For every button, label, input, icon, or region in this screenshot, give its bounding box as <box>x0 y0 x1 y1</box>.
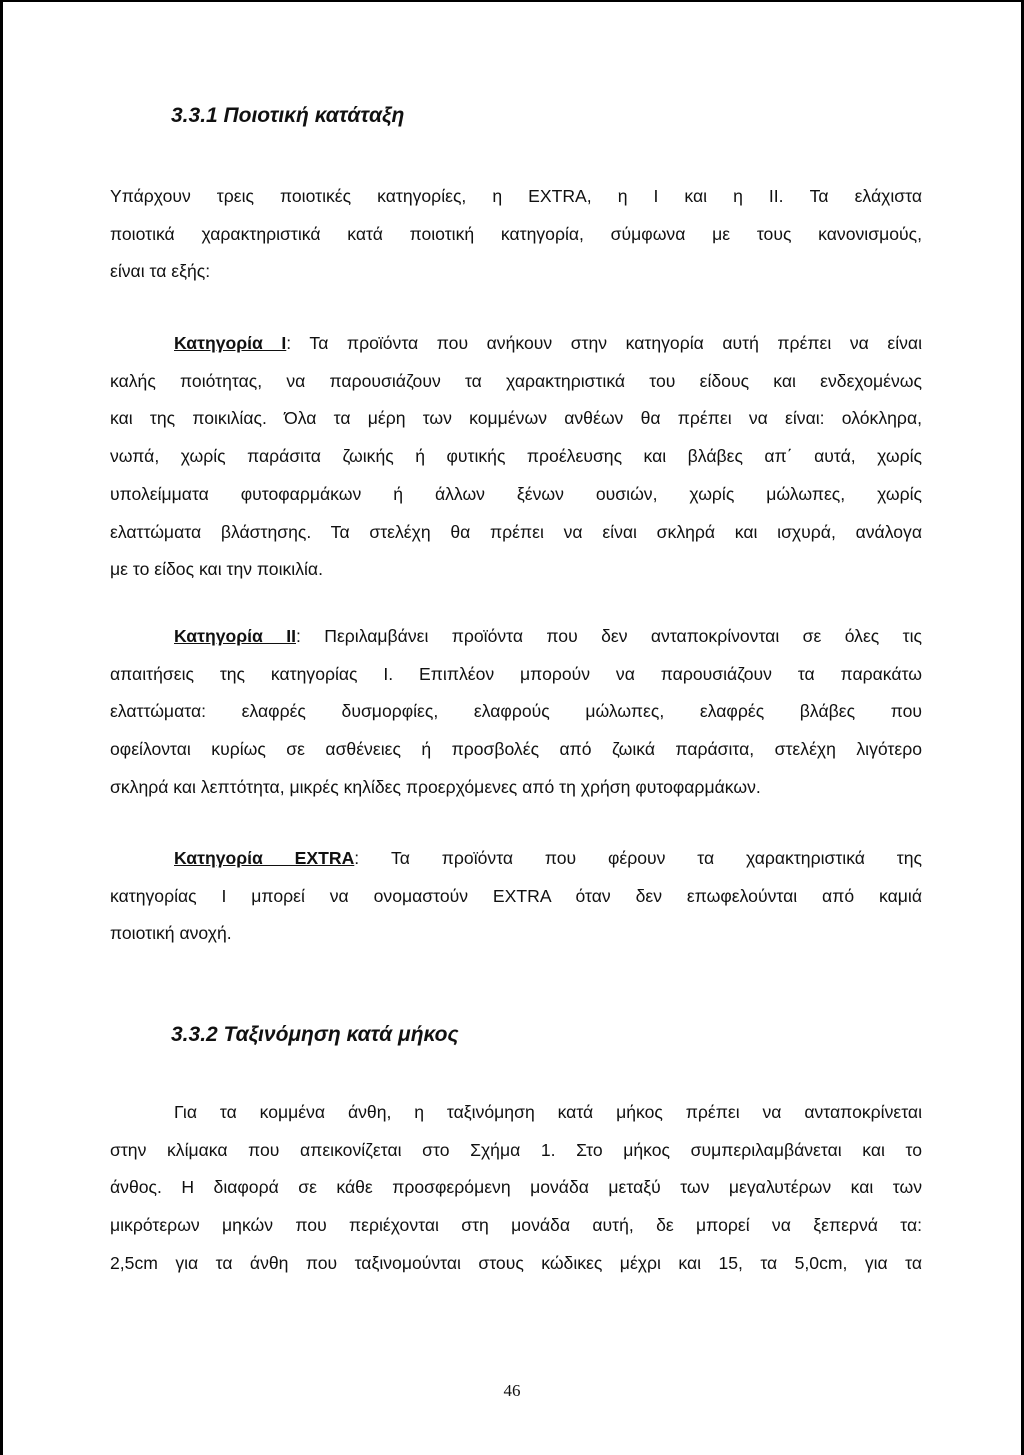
category-extra-label: Κατηγορία EXTRA <box>174 848 355 868</box>
category-1-label: Κατηγορία Ι <box>174 333 287 353</box>
paragraph-line: και της ποικιλίας. Όλα τα μέρη των κομμένων ανθέων θα πρέπει να είναι: ολόκληρα, <box>110 408 922 429</box>
paragraph-line: νωπά, χωρίς παράσιτα ζωικής ή φυτικής προέλευσης και βλάβες απ΄ αυτά, χωρίς <box>110 446 922 467</box>
section-heading-quality-classification: 3.3.1 Ποιοτική κατάταξη <box>171 104 405 127</box>
category-2-label: Κατηγορία ΙΙ <box>174 626 296 646</box>
length-classification-paragraph <box>110 1094 922 1283</box>
paragraph-line: ποιοτικά χαρακτηριστικά κατά ποιοτική κατηγορία, σύμφωνα με τους κανονισμούς, <box>110 223 922 244</box>
category-2-intro-text: : Περιλαμβάνει προϊόντα που δεν ανταποκρίνονται σε όλες τις <box>295 626 922 646</box>
paragraph-line: σκληρά και λεπτότητα, μικρές κηλίδες προερχόμενες από τη χρήση φυτοφαρμάκων. <box>110 776 761 797</box>
section-heading-length-classification: 3.3.2 Ταξινόμηση κατά μήκος <box>171 1023 459 1046</box>
category-extra-intro-text: : Τα προϊόντα που φέρουν τα χαρακτηριστικά της <box>354 848 922 868</box>
category-2-paragraph <box>110 618 922 807</box>
paragraph-line: απαιτήσεις της κατηγορίας Ι. Επιπλέον μπορούν να παρουσιάζουν τα παρακάτω <box>110 663 922 684</box>
paragraph-line: μικρότερων μηκών που περιέχονται στη μονάδα αυτή, δε μπορεί να ξεπερνά τα: <box>110 1215 922 1236</box>
intro-paragraph <box>110 178 922 291</box>
paragraph-line: καλής ποιότητας, να παρουσιάζουν τα χαρακτηριστικά του είδους και ενδεχομένως <box>110 370 922 391</box>
paragraph-line: με το είδος και την ποικιλία. <box>110 559 323 580</box>
paragraph-line: άνθος. Η διαφορά σε κάθε προσφερόμενη μονάδα μεταξύ των μεγαλυτέρων και των <box>110 1177 922 1198</box>
paragraph-line: ελαττώματα: ελαφρές δυσμορφίες, ελαφρούς μώλωπες, ελαφρές βλάβες που <box>110 701 922 722</box>
paragraph-first-line <box>110 325 922 363</box>
paragraph-first-line: Για τα κομμένα άνθη, η ταξινόμηση κατά μήκος πρέπει να ανταποκρίνεται <box>174 1102 922 1122</box>
paragraph-line: οφείλονται κυρίως σε ασθένειες ή προσβολές από ζωικά παράσιτα, στελέχη λιγότερο <box>110 739 922 760</box>
paragraph-line: ποιοτική ανοχή. <box>110 923 232 944</box>
category-1-paragraph <box>110 325 922 589</box>
category-1-intro-text: : Τα προϊόντα που ανήκουν στην κατηγορία αυτή πρέπει να είναι <box>286 333 922 353</box>
paragraph-first-line <box>110 618 922 656</box>
paragraph-line: είναι τα εξής: <box>110 261 211 282</box>
paragraph-first-line <box>110 840 922 878</box>
paragraph-line: Υπάρχουν τρεις ποιοτικές κατηγορίες, η EXTRA, η I και η II. Τα ελάχιστα <box>110 186 922 206</box>
paragraph-line: υπολείμματα φυτοφαρμάκων ή άλλων ξένων ουσιών, χωρίς μώλωπες, χωρίς <box>110 483 922 504</box>
paragraph-line: στην κλίμακα που απεικονίζεται στο Σχήμα 1. Στο μήκος συμπεριλαμβάνεται και το <box>110 1139 922 1160</box>
page-number: 46 <box>503 1381 521 1400</box>
category-extra-paragraph <box>110 840 922 953</box>
paragraph-line: κατηγορίας Ι μπορεί να ονομαστούν EXTRA όταν δεν επωφελούνται από καμιά <box>110 885 922 906</box>
paragraph-line: ελαττώματα βλάστησης. Τα στελέχη θα πρέπει να είναι σκληρά και ισχυρά, ανάλογα <box>110 521 922 542</box>
paragraph-line: 2,5cm για τα άνθη που ταξινομούνται στους κώδικες μέχρι και 15, τα 5,0cm, για τα <box>110 1252 922 1273</box>
